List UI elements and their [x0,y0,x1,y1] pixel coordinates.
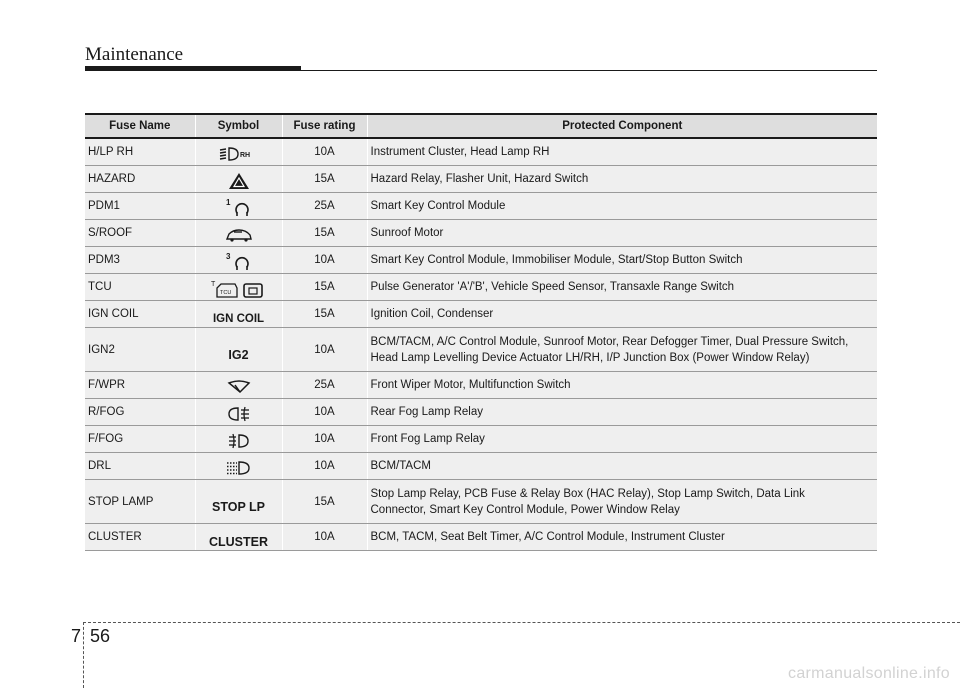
fuse-name: HAZARD [85,166,195,193]
table-row [85,138,877,166]
rear-fog-lamp-icon [227,406,251,422]
fuse-name: PDM1 [85,193,195,220]
fuse-symbol-text: STOP LP [211,499,266,514]
protected-component: Smart Key Control Module [367,193,877,220]
table-row [85,524,877,551]
section-rule-thin [301,70,877,71]
table-header-row [85,114,877,138]
header-protected-component: Protected Component [367,114,877,138]
fuse-name: H/LP RH [85,138,195,166]
fuse-rating: 10A [282,453,367,480]
fuse-symbol [195,247,282,274]
fuse-rating: 15A [282,166,367,193]
page-number: 56 [90,626,111,646]
protected-component: Pulse Generator 'A'/'B', Vehicle Speed Sensor, Transaxle Range Switch [367,274,877,301]
table-row [85,220,877,247]
fuse-name: R/FOG [85,399,195,426]
fuse-name: S/ROOF [85,220,195,247]
table-row [85,274,877,301]
fuse-symbol [195,399,282,426]
fuse-name: F/FOG [85,426,195,453]
svg-text:TCU: TCU [219,290,231,296]
fuse-rating: 10A [282,524,367,551]
protected-component-line: Head Lamp Levelling Device Actuator LH/RH, I/P Junction Box (Power Window Relay) [370,351,810,364]
fuse-rating: 10A [282,328,367,372]
table-row [85,193,877,220]
fuse-name: TCU [85,274,195,301]
protected-component: Ignition Coil, Condenser [367,301,877,328]
svg-text:T: T [210,281,215,288]
daytime-running-lamp-icon [226,460,252,476]
hazard-triangle-icon [228,172,250,190]
fuse-rating: 10A [282,399,367,426]
front-fog-lamp-icon [227,433,251,449]
section-rule-thick [85,66,301,71]
fuse-rating: 25A [282,372,367,399]
fuse-symbol [195,426,282,453]
fuse-rating: 15A [282,220,367,247]
fuse-rating: 10A [282,247,367,274]
table-row [85,426,877,453]
headlamp-rh-icon [219,146,259,162]
fuse-rating: 15A [282,301,367,328]
fuse-name: STOP LAMP [85,480,195,524]
fuse-symbol-text: CLUSTER [208,535,269,549]
fuse-symbol-text: IGN COIL [212,313,265,325]
fuse-symbol [195,301,282,328]
protected-component: Sunroof Motor [367,220,877,247]
fuse-symbol [195,138,282,166]
fuse-rating: 25A [282,193,367,220]
fuse-symbol [195,274,282,301]
fuse-symbol [195,372,282,399]
watermark: carmanualsonline.info [788,665,950,682]
power-module-1-icon [224,197,254,219]
table-row [85,480,877,524]
table-row [85,453,877,480]
fuse-rating: 15A [282,274,367,301]
protected-component-line: Stop Lamp Relay, PCB Fuse & Relay Box (HAC Relay), Stop Lamp Switch, Data Link [370,487,805,500]
fuse-name: DRL [85,453,195,480]
fuse-name: IGN COIL [85,301,195,328]
fuse-name: F/WPR [85,372,195,399]
fuse-symbol [195,524,282,551]
table-row [85,372,877,399]
chapter-number: 7 [71,626,82,646]
fuse-name: IGN2 [85,328,195,372]
fuse-symbol [195,166,282,193]
fuse-name: PDM3 [85,247,195,274]
protected-component: Front Wiper Motor, Multifunction Switch [367,372,877,399]
protected-component: Front Fog Lamp Relay [367,426,877,453]
protected-component: BCM/TACM [367,453,877,480]
power-module-3-icon [224,251,254,273]
protected-component: Smart Key Control Module, Immobiliser Module, Start/Stop Button Switch [367,247,877,274]
svg-text:3: 3 [225,252,230,261]
header-fuse-name: Fuse Name [85,114,195,138]
protected-component: Instrument Cluster, Head Lamp RH [367,138,877,166]
footer-rule [83,622,960,623]
svg-text:RH: RH [239,152,250,159]
protected-component [367,480,877,524]
table-row [85,166,877,193]
protected-component: Rear Fog Lamp Relay [367,399,877,426]
fuse-symbol [195,480,282,524]
fuse-name: CLUSTER [85,524,195,551]
table-row [85,328,877,372]
table-row [85,399,877,426]
fuse-symbol [195,453,282,480]
front-wiper-icon [227,380,251,394]
protected-component: Hazard Relay, Flasher Unit, Hazard Switch [367,166,877,193]
sunroof-car-icon [225,227,253,243]
footer-divider [83,622,84,688]
header-fuse-rating: Fuse rating [282,114,367,138]
fuse-symbol [195,220,282,247]
protected-component-line: BCM/TACM, A/C Control Module, Sunroof Motor, Rear Defogger Timer, Dual Pressure Switch, [370,335,849,348]
svg-text:1: 1 [225,198,230,207]
fuse-symbol [195,193,282,220]
table-row [85,247,877,274]
fuse-symbol [195,328,282,372]
tcu-transmission-icon [210,278,268,300]
fuse-rating: 15A [282,480,367,524]
protected-component-line: Connector, Smart Key Control Module, Power Window Relay [370,503,680,516]
header-symbol: Symbol [195,114,282,138]
fuse-rating: 10A [282,138,367,166]
protected-component [367,328,877,372]
section-title: Maintenance [85,44,184,65]
fuse-symbol-text: IG2 [228,347,249,362]
table-row [85,301,877,328]
protected-component: BCM, TACM, Seat Belt Timer, A/C Control Module, Instrument Cluster [367,524,877,551]
fuse-rating: 10A [282,426,367,453]
fuse-table [85,113,877,551]
